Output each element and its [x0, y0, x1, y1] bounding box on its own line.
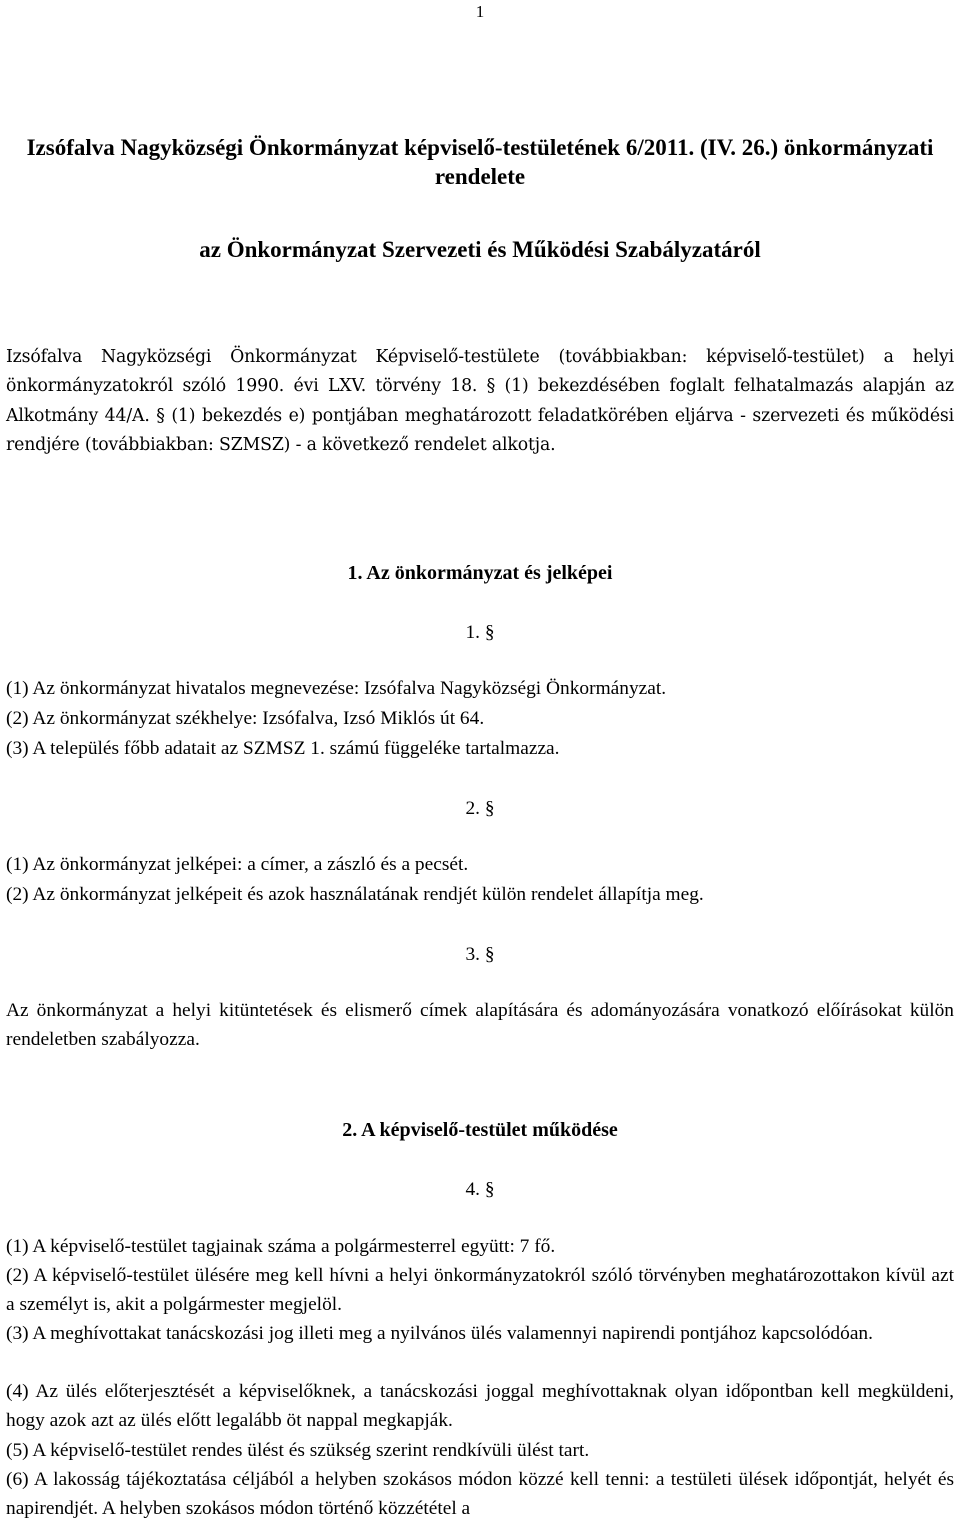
section-paragraph: (3) A meghívottakat tanácskozási jog illeti meg a nyilvános ülés valamennyi napirendi pontjához kapcsolódóan.	[6, 1323, 873, 1344]
section-paragraph: (6) A lakosság tájékoztatása céljából a helyben szokásos módon közzé kell tenni: a testületi ülések időpontját, helyét és napirendjét. A helyben szokásos módon történő közzététel a	[6, 1469, 954, 1519]
chapter-heading: 1. Az önkormányzat és jelképei	[347, 562, 613, 584]
chapter-heading: 2. A képviselő-testület működése	[342, 1119, 618, 1141]
section-paragraph: Az önkormányzat a helyi kitüntetések és elismerő címek alapítására és adományozására vonatkozó előírásokat külön rendeletben szabályozza.	[6, 1000, 954, 1050]
section-line: (2) Az önkormányzat jelképeit és azok használatának rendjét külön rendelet állapítja meg.	[6, 884, 704, 905]
document-title: Izsófalva Nagyközségi Önkormányzat képviselő-testületének 6/2011. (IV. 26.) önkormányzati rendelete	[26, 135, 934, 189]
page-number: 1	[475, 2, 485, 21]
section-paragraph: (5) A képviselő-testület rendes ülést és szükség szerint rendkívüli ülést tart.	[6, 1440, 590, 1461]
section-line: (1) Az önkormányzat jelképei: a címer, a zászló és a pecsét.	[6, 854, 469, 875]
section-line: (2) Az önkormányzat székhelye: Izsófalva, Izsó Miklós út 64.	[6, 708, 485, 729]
section-heading: 2. §	[465, 798, 495, 819]
preamble-paragraph: Izsófalva Nagyközségi Önkormányzat Képviselő-testülete (továbbiakban: képviselő-testület) a helyi önkormányzatokról szóló 1990. évi LXV. törvény 18. § (1) bekezdésében foglalt felhatalmazás alapján az Alkotmány 44/A. § (1) bekezdés e) pontjában meghatározott feladatkörében eljárva - szervezeti és működési rendjére (továbbiakban: SZMSZ) - a következő rendelet alkotja.	[6, 347, 954, 456]
section-heading: 1. §	[465, 622, 495, 643]
section-line: (3) A település főbb adatait az SZMSZ 1. számú függeléke tartalmazza.	[6, 738, 560, 759]
section-paragraph: (4) Az ülés előterjesztését a képviselőknek, a tanácskozási joggal meghívottaknak olyan időpontban kell megküldeni, hogy azok azt az ülés előtt legalább öt nappal megkapják.	[6, 1381, 954, 1431]
section-heading: 4. §	[465, 1179, 495, 1200]
section-line: (1) Az önkormányzat hivatalos megnevezése: Izsófalva Nagyközségi Önkormányzat.	[6, 678, 667, 699]
document-subtitle: az Önkormányzat Szervezeti és Működési Szabályzatáról	[199, 237, 761, 262]
section-paragraph: (1) A képviselő-testület tagjainak száma a polgármesterrel együtt: 7 fő.	[6, 1236, 556, 1257]
section-paragraph: (2) A képviselő-testület ülésére meg kell hívni a helyi önkormányzatokról szóló törvényben meghatározottakon kívül azt a személyt is, akit a polgármester megjelöl.	[6, 1265, 954, 1315]
section-heading: 3. §	[465, 944, 495, 965]
